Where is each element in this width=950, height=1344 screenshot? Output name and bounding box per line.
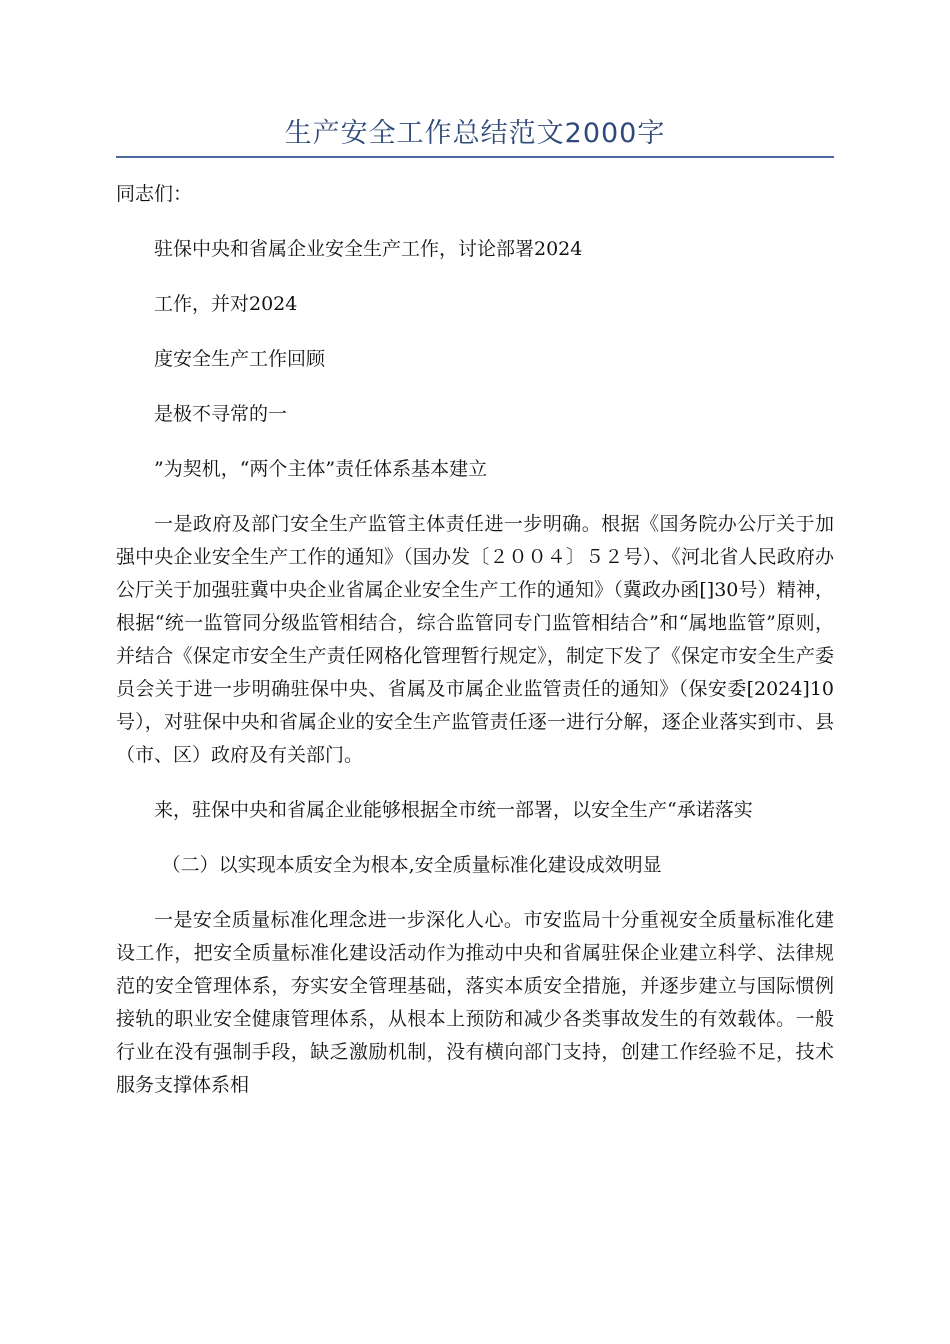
- paragraph-7: 来，驻保中央和省属企业能够根据全市统一部署，以安全生产“承诺落实: [154, 799, 753, 821]
- greeting: 同志们：: [116, 183, 193, 205]
- paragraph-1: 驻保中央和省属企业安全生产工作，讨论部署2024: [154, 238, 583, 260]
- document-body: [116, 178, 834, 1102]
- paragraph-2: 工作，并对2024: [154, 293, 298, 315]
- paragraph-5: ”为契机，“两个主体”责任体系基本建立: [154, 458, 488, 480]
- paragraph-9: 一是安全质量标准化理念进一步深化人心。市安监局十分重视安全质量标准化建设工作，把安全质量标准化建设活动作为推动中央和省属驻保企业建立科学、法律规范的安全管理体系，夯实安全管理基础，落实本质安全措施，并逐步建立与国际惯例接轨的职业安全健康管理体系，从根本上预防和减少各类事故发生的有效载体。一般行业在没有强制手段，缺乏激励机制，没有横向部门支持，创建工作经验不足，技术服务支撑体系相: [116, 909, 834, 1096]
- section-heading: （二）以实现本质安全为根本,安全质量标准化建设成效明显: [161, 854, 662, 876]
- document-page: [116, 0, 834, 1102]
- document-title: 生产安全工作总结范文2000字: [116, 112, 834, 158]
- paragraph-4: 是极不寻常的一: [154, 403, 288, 425]
- paragraph-3: 度安全生产工作回顾: [154, 348, 326, 370]
- paragraph-6: 一是政府及部门安全生产监管主体责任进一步明确。根据《国务院办公厅关于加强中央企业安全生产工作的通知》（国办发〔２００４〕５２号）、《河北省人民政府办公厅关于加强驻冀中央企业省属企业安全生产工作的通知》（冀政办函[]30号）精神，根据“统一监管同分级监管相结合，综合监管同专门监管相结合”和“属地监管”原则，并结合《保定市安全生产责任网格化管理暂行规定》，制定下发了《保定市安全生产委员会关于进一步明确驻保中央、省属及市属企业监管责任的通知》（保安委[2024]10号），对驻保中央和省属企业的安全生产监管责任逐一进行分解，逐企业落实到市、县（市、区）政府及有关部门。: [116, 513, 834, 766]
